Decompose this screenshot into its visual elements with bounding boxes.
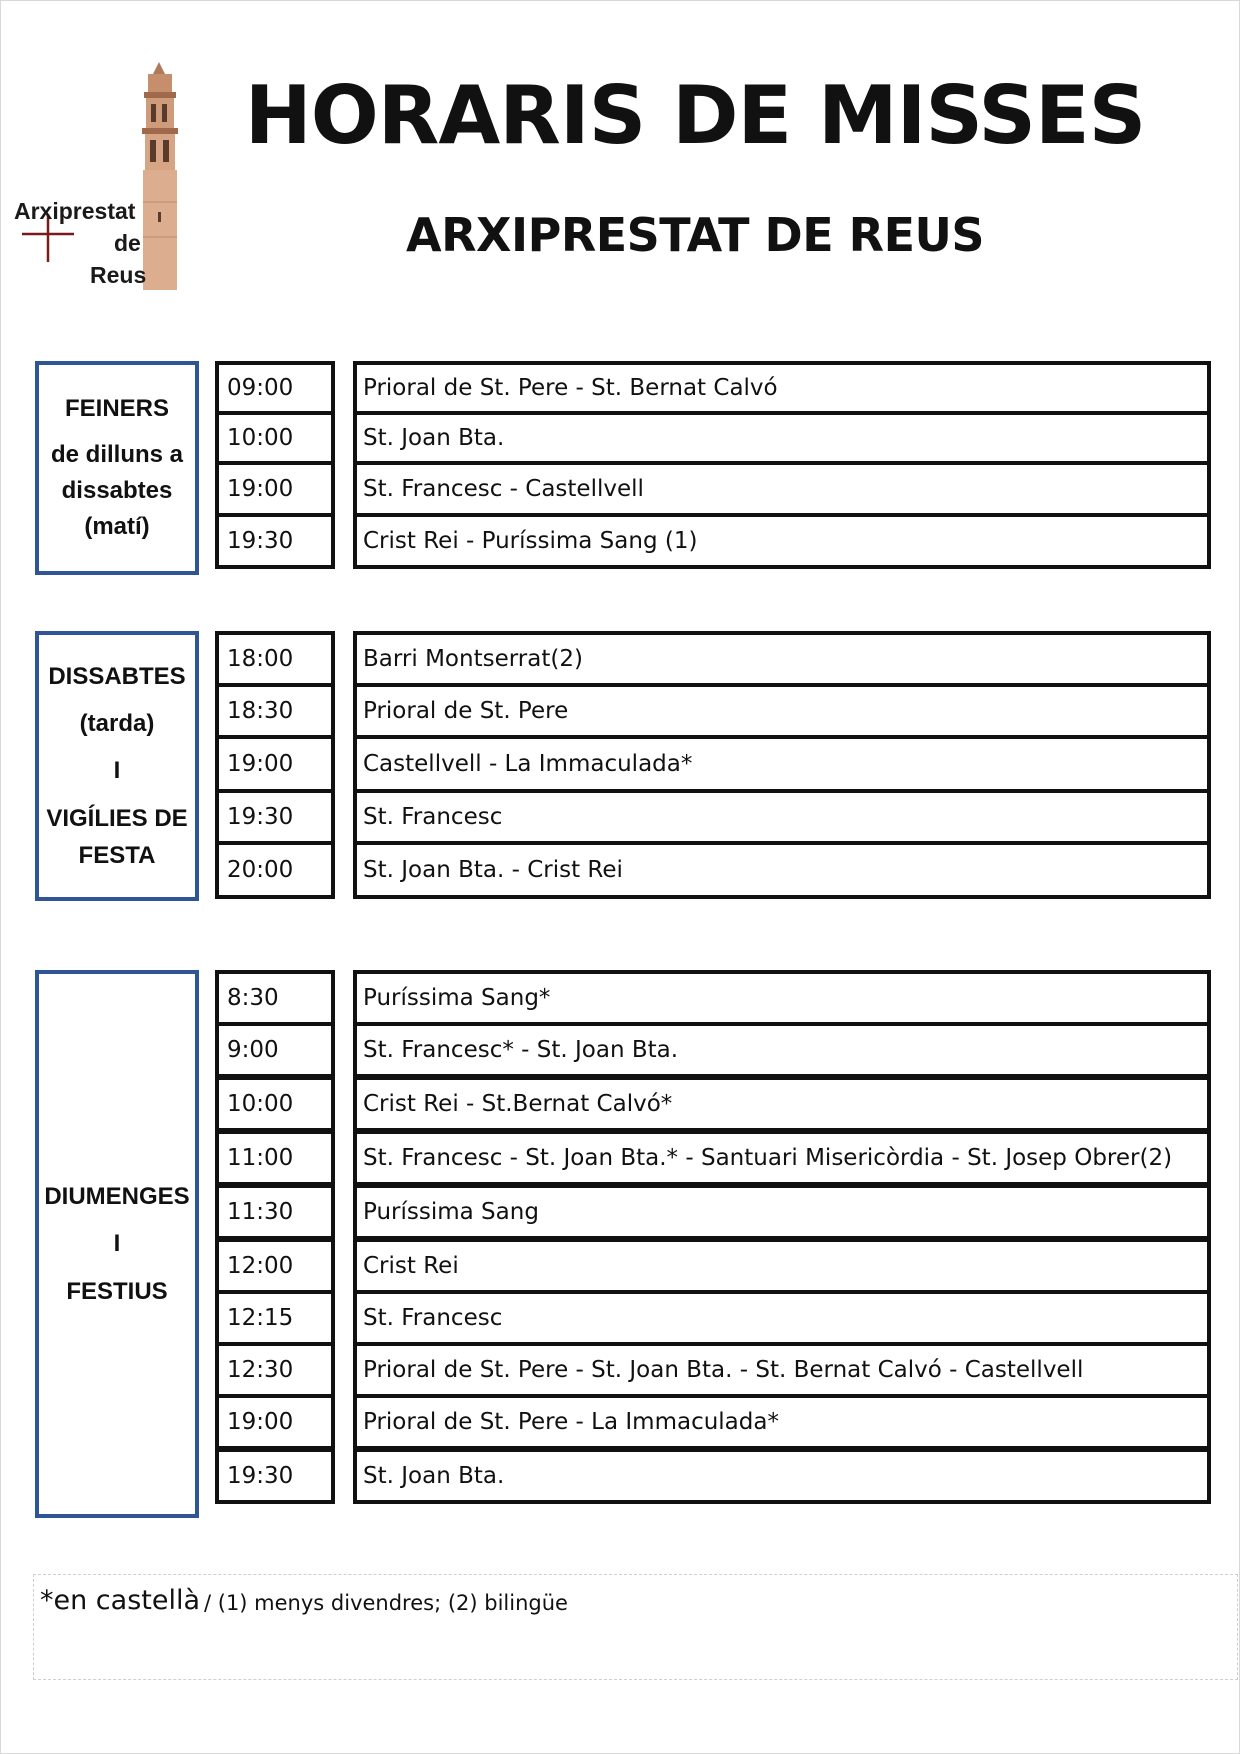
place-cell: Crist Rei - Puríssima Sang (1) [353, 513, 1211, 569]
place-cell: St. Joan Bta. [353, 411, 1211, 465]
section-label-line: I [113, 757, 121, 785]
time-cell: 10:00 [215, 1076, 335, 1132]
section-label-line: de dilluns a [50, 441, 184, 468]
time-cell: 11:30 [215, 1184, 335, 1240]
time-cell: 18:00 [215, 631, 335, 687]
section-label-weekdays [35, 361, 199, 575]
time-cell: 11:00 [215, 1130, 335, 1186]
logo-text-line3: Reus [90, 262, 147, 288]
time-cell: 12:30 [215, 1342, 335, 1398]
place-cell: Barri Montserrat(2) [353, 631, 1211, 687]
bell-tower-icon [12, 62, 212, 292]
time-cell: 8:30 [215, 970, 335, 1026]
time-cell: 19:00 [215, 1394, 335, 1450]
place-cell: Prioral de St. Pere - La Immaculada* [353, 1394, 1211, 1450]
place-cell: St. Joan Bta. - Crist Rei [353, 841, 1211, 899]
page-subtitle: ARXIPRESTAT DE REUS [406, 208, 984, 262]
time-cell: 18:30 [215, 683, 335, 739]
section-label-line: I [113, 1230, 121, 1258]
time-cell: 10:00 [215, 411, 335, 465]
place-cell: Prioral de St. Pere - St. Joan Bta. - St. Bernat Calvó - Castellvell [353, 1342, 1211, 1398]
footnote-spanish: *en castellà [40, 1585, 201, 1616]
place-cell: Prioral de St. Pere [353, 683, 1211, 739]
place-cell: Crist Rei - St.Bernat Calvó* [353, 1076, 1211, 1132]
section-label-line: (tarda) [79, 710, 155, 738]
place-cell: St. Francesc [353, 1290, 1211, 1346]
footnote-legend: / (1) menys divendres; (2) bilingüe [204, 1591, 568, 1615]
archpriesthood-logo [12, 62, 212, 292]
place-cell: St. Francesc - Castellvell [353, 461, 1211, 517]
section-label-line: dissabtes [61, 477, 173, 504]
section-label-sundays [35, 970, 199, 1518]
place-cell: St. Francesc - St. Joan Bta.* - Santuari Misericòrdia - St. Josep Obrer(2) [353, 1130, 1211, 1186]
time-cell: 19:30 [215, 513, 335, 569]
time-cell: 12:15 [215, 1290, 335, 1346]
place-cell: St. Francesc* - St. Joan Bta. [353, 1022, 1211, 1078]
section-label-line: FESTIUS [66, 1277, 168, 1305]
section-label-line: FESTA [78, 841, 156, 869]
time-cell: 9:00 [215, 1022, 335, 1078]
place-cell: Prioral de St. Pere - St. Bernat Calvó [353, 361, 1211, 415]
footnote-box [33, 1574, 1238, 1680]
time-cell: 12:00 [215, 1238, 335, 1294]
section-label-line: DISSABTES [48, 663, 186, 691]
section-label-line: (matí) [84, 513, 150, 540]
place-cell: Puríssima Sang [353, 1184, 1211, 1240]
logo-text-line1: Arxiprestat [14, 198, 136, 224]
page-title: HORARIS DE MISSES [244, 69, 1146, 162]
time-cell: 19:30 [215, 1448, 335, 1504]
place-cell: St. Joan Bta. [353, 1448, 1211, 1504]
time-cell: 09:00 [215, 361, 335, 415]
section-label-line: FEINERS [64, 395, 169, 422]
time-cell: 19:30 [215, 789, 335, 845]
logo-text-line2: de [114, 230, 141, 256]
place-cell: St. Francesc [353, 789, 1211, 845]
section-label-line: VIGÍLIES DE [46, 804, 188, 832]
place-cell: Puríssima Sang* [353, 970, 1211, 1026]
place-cell: Crist Rei [353, 1238, 1211, 1294]
time-cell: 19:00 [215, 461, 335, 517]
time-cell: 20:00 [215, 841, 335, 899]
section-label-line: DIUMENGES [44, 1183, 190, 1211]
section-label-saturdays [35, 631, 199, 901]
place-cell: Castellvell - La Immaculada* [353, 735, 1211, 793]
time-cell: 19:00 [215, 735, 335, 793]
